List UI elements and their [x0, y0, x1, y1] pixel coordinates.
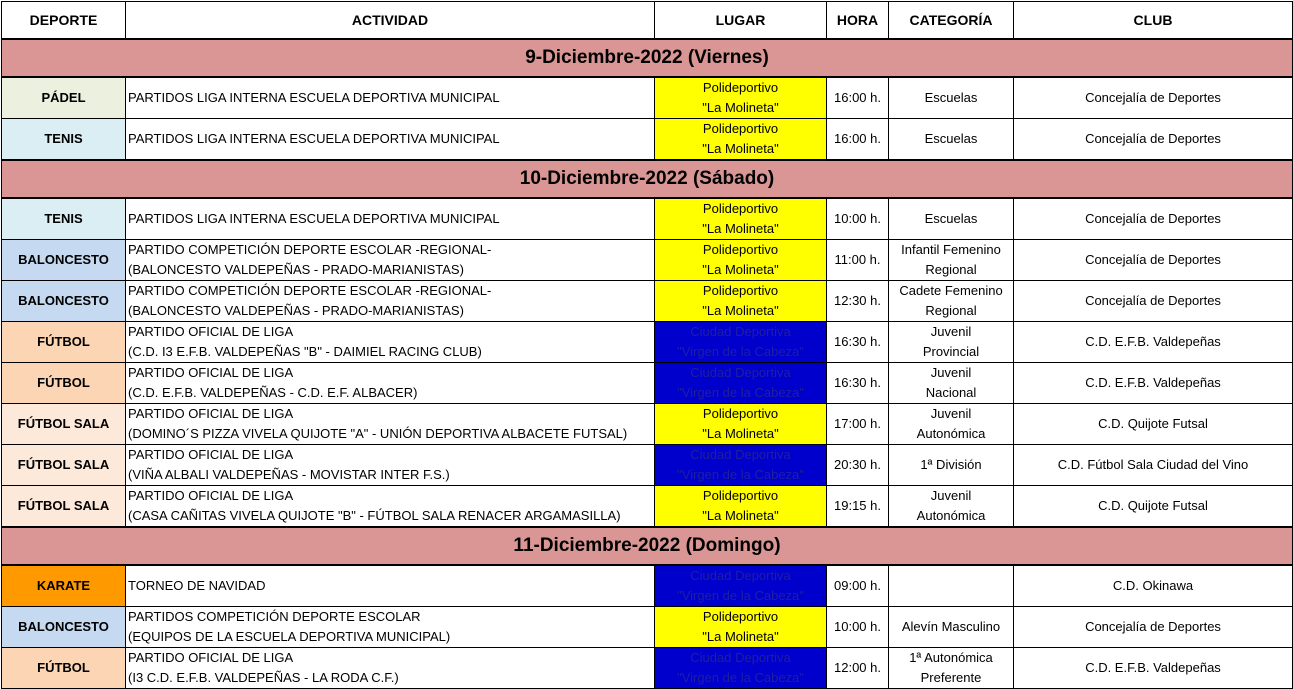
club-cell: Concejalía de Deportes	[1014, 240, 1293, 281]
venue-line: "La Molineta"	[702, 141, 779, 156]
activity-line: PARTIDOS LIGA INTERNA ESCUELA DEPORTIVA MUNICIPAL	[128, 211, 500, 226]
category-line: Juvenil	[930, 406, 972, 421]
venue-cell	[655, 445, 827, 486]
club-cell: C.D. Quijote Futsal	[1014, 486, 1293, 528]
category-line: Nacional	[925, 385, 977, 400]
venue-line: "La Molineta"	[702, 629, 779, 644]
category-cell	[889, 322, 1014, 363]
activity-cell	[126, 240, 655, 281]
venue-cell	[655, 648, 827, 689]
event-row	[2, 565, 1293, 607]
activity-line: (BALONCESTO VALDEPEÑAS - PRADO-MARIANISTAS)	[128, 303, 464, 318]
header-actividad: ACTIVIDAD	[126, 2, 655, 40]
header-hora: HORA	[827, 2, 889, 40]
venue-cell	[655, 119, 827, 161]
activity-cell	[126, 322, 655, 363]
event-row	[2, 607, 1293, 648]
category-cell	[889, 565, 1014, 607]
club-cell: Concejalía de Deportes	[1014, 607, 1293, 648]
category-line: Juvenil	[930, 488, 972, 503]
activity-line: PARTIDOS LIGA INTERNA ESCUELA DEPORTIVA MUNICIPAL	[128, 90, 500, 105]
header-row	[2, 2, 1293, 40]
venue-cell	[655, 565, 827, 607]
venue-cell	[655, 486, 827, 528]
event-row	[2, 77, 1293, 119]
activity-line: (EQUIPOS DE LA ESCUELA DEPORTIVA MUNICIPAL)	[128, 629, 451, 644]
venue-line: "La Molineta"	[702, 426, 779, 441]
venue-cell	[655, 607, 827, 648]
activity-line: (CASA CAÑITAS VIVELA QUIJOTE "B" - FÚTBOL SALA RENACER ARGAMASILLA)	[128, 508, 621, 523]
day-banner-row	[2, 160, 1293, 198]
venue-line: "Virgen de la Cabeza"	[677, 344, 804, 359]
category-line: 1ª División	[920, 457, 982, 472]
venue-line: "La Molineta"	[702, 303, 779, 318]
sport-cell: FÚTBOL SALA	[2, 486, 126, 528]
activity-line: PARTIDO OFICIAL DE LIGA	[128, 324, 294, 339]
category-cell	[889, 648, 1014, 689]
activity-cell	[126, 648, 655, 689]
venue-line: Polideportivo	[702, 242, 779, 257]
time-cell: 16:30 h.	[827, 322, 889, 363]
category-cell	[889, 404, 1014, 445]
venue-line: Polideportivo	[702, 80, 779, 95]
activity-cell	[126, 281, 655, 322]
venue-line: Ciudad Deportiva	[690, 568, 791, 583]
activity-cell	[126, 445, 655, 486]
activity-line: PARTIDOS COMPETICIÓN DEPORTE ESCOLAR	[128, 609, 421, 624]
activity-line: PARTIDO COMPETICIÓN DEPORTE ESCOLAR -REGIONAL-	[128, 242, 492, 257]
time-cell: 17:00 h.	[827, 404, 889, 445]
category-line: Autonómica	[916, 508, 986, 523]
day-title: 9-Diciembre-2022 (Viernes)	[2, 39, 1293, 77]
activity-cell	[126, 198, 655, 240]
sport-cell: KARATE	[2, 565, 126, 607]
category-cell	[889, 445, 1014, 486]
category-line: Regional	[925, 303, 977, 318]
category-line: Alevín Masculino	[901, 619, 1001, 634]
event-row	[2, 281, 1293, 322]
sport-cell: BALONCESTO	[2, 607, 126, 648]
category-cell	[889, 281, 1014, 322]
event-row	[2, 404, 1293, 445]
club-cell: C.D. E.F.B. Valdepeñas	[1014, 322, 1293, 363]
club-cell: C.D. E.F.B. Valdepeñas	[1014, 648, 1293, 689]
venue-line: Polideportivo	[702, 609, 779, 624]
venue-cell	[655, 363, 827, 404]
venue-line: Ciudad Deportiva	[690, 365, 791, 380]
category-line: Autonómica	[916, 426, 986, 441]
day-title: 11-Diciembre-2022 (Domingo)	[2, 527, 1293, 565]
venue-cell	[655, 322, 827, 363]
time-cell: 09:00 h.	[827, 565, 889, 607]
sport-cell: BALONCESTO	[2, 281, 126, 322]
activity-cell	[126, 119, 655, 161]
category-cell	[889, 240, 1014, 281]
category-line: Infantil Femenino	[901, 242, 1001, 257]
sport-cell: FÚTBOL SALA	[2, 445, 126, 486]
time-cell: 10:00 h.	[827, 607, 889, 648]
venue-line: "Virgen de la Cabeza"	[677, 670, 804, 685]
time-cell: 12:00 h.	[827, 648, 889, 689]
sport-cell: BALONCESTO	[2, 240, 126, 281]
venue-line: "La Molineta"	[702, 262, 779, 277]
time-cell: 19:15 h.	[827, 486, 889, 528]
event-row	[2, 648, 1293, 689]
category-line: Juvenil	[930, 365, 972, 380]
category-line: Escuelas	[924, 90, 978, 105]
time-cell: 11:00 h.	[827, 240, 889, 281]
category-line: Juvenil	[930, 324, 972, 339]
club-cell: C.D. Okinawa	[1014, 565, 1293, 607]
sport-cell: FÚTBOL SALA	[2, 404, 126, 445]
club-cell: Concejalía de Deportes	[1014, 119, 1293, 161]
venue-line: Polideportivo	[702, 406, 779, 421]
category-line: Provincial	[922, 344, 980, 359]
activity-line: (C.D. I3 E.F.B. VALDEPEÑAS "B" - DAIMIEL RACING CLUB)	[128, 344, 482, 359]
sport-cell: TENIS	[2, 198, 126, 240]
event-row	[2, 198, 1293, 240]
header-deporte: DEPORTE	[2, 2, 126, 40]
activity-line: PARTIDOS LIGA INTERNA ESCUELA DEPORTIVA MUNICIPAL	[128, 131, 500, 146]
activity-cell	[126, 404, 655, 445]
category-cell	[889, 119, 1014, 161]
club-cell: C.D. E.F.B. Valdepeñas	[1014, 363, 1293, 404]
activity-cell	[126, 486, 655, 528]
day-title: 10-Diciembre-2022 (Sábado)	[2, 160, 1293, 198]
event-row	[2, 363, 1293, 404]
category-line: Regional	[925, 262, 977, 277]
event-row	[2, 322, 1293, 363]
event-row	[2, 486, 1293, 528]
header-club: CLUB	[1014, 2, 1293, 40]
time-cell: 20:30 h.	[827, 445, 889, 486]
club-cell: Concejalía de Deportes	[1014, 77, 1293, 119]
category-line: Escuelas	[924, 131, 978, 146]
venue-line: Ciudad Deportiva	[690, 447, 791, 462]
venue-line: Polideportivo	[702, 488, 779, 503]
category-cell	[889, 198, 1014, 240]
activity-line: (BALONCESTO VALDEPEÑAS - PRADO-MARIANISTAS)	[128, 262, 464, 277]
venue-line: Polideportivo	[702, 283, 779, 298]
activity-line: (VIÑA ALBALI VALDEPEÑAS - MOVISTAR INTER F.S.)	[128, 467, 450, 482]
venue-cell	[655, 198, 827, 240]
category-cell	[889, 363, 1014, 404]
activity-line: PARTIDO OFICIAL DE LIGA	[128, 650, 294, 665]
activity-line: (I3 C.D. E.F.B. VALDEPEÑAS - LA RODA C.F.)	[128, 670, 399, 685]
time-cell: 16:30 h.	[827, 363, 889, 404]
sport-cell: FÚTBOL	[2, 363, 126, 404]
category-cell	[889, 607, 1014, 648]
category-cell	[889, 77, 1014, 119]
club-cell: C.D. Fútbol Sala Ciudad del Vino	[1014, 445, 1293, 486]
sport-cell: TENIS	[2, 119, 126, 161]
category-line: Preferente	[920, 670, 982, 685]
event-row	[2, 445, 1293, 486]
venue-line: Polideportivo	[702, 121, 779, 136]
activity-cell	[126, 363, 655, 404]
schedule-body	[2, 39, 1293, 689]
venue-cell	[655, 404, 827, 445]
category-cell	[889, 486, 1014, 528]
activity-line: PARTIDO OFICIAL DE LIGA	[128, 447, 294, 462]
venue-line: "La Molineta"	[702, 508, 779, 523]
venue-line: Ciudad Deportiva	[690, 650, 791, 665]
schedule-table	[1, 1, 1293, 689]
header-categoria: CATEGORÍA	[889, 2, 1014, 40]
venue-line: "Virgen de la Cabeza"	[677, 467, 804, 482]
activity-line: (DOMINO´S PIZZA VIVELA QUIJOTE "A" - UNIÓN DEPORTIVA ALBACETE FUTSAL)	[128, 426, 628, 441]
time-cell: 16:00 h.	[827, 119, 889, 161]
time-cell: 10:00 h.	[827, 198, 889, 240]
sport-cell: FÚTBOL	[2, 648, 126, 689]
club-cell: Concejalía de Deportes	[1014, 281, 1293, 322]
venue-line: "Virgen de la Cabeza"	[677, 588, 804, 603]
sport-cell: FÚTBOL	[2, 322, 126, 363]
activity-cell	[126, 565, 655, 607]
activity-cell	[126, 77, 655, 119]
activity-line: PARTIDO COMPETICIÓN DEPORTE ESCOLAR -REGIONAL-	[128, 283, 492, 298]
activity-line: PARTIDO OFICIAL DE LIGA	[128, 488, 294, 503]
day-banner-row	[2, 527, 1293, 565]
venue-line: Polideportivo	[702, 201, 779, 216]
time-cell: 16:00 h.	[827, 77, 889, 119]
category-line: Cadete Femenino	[899, 283, 1003, 298]
sport-cell: PÁDEL	[2, 77, 126, 119]
activity-line: TORNEO DE NAVIDAD	[128, 578, 266, 593]
time-cell: 12:30 h.	[827, 281, 889, 322]
activity-line: (C.D. E.F.B. VALDEPEÑAS - C.D. E.F. ALBACER)	[128, 385, 418, 400]
venue-cell	[655, 240, 827, 281]
venue-cell	[655, 77, 827, 119]
event-row	[2, 240, 1293, 281]
activity-line: PARTIDO OFICIAL DE LIGA	[128, 406, 294, 421]
venue-line: "La Molineta"	[702, 100, 779, 115]
event-row	[2, 119, 1293, 161]
venue-line: Ciudad Deportiva	[690, 324, 791, 339]
day-banner-row	[2, 39, 1293, 77]
activity-line: PARTIDO OFICIAL DE LIGA	[128, 365, 294, 380]
venue-line: "La Molineta"	[702, 221, 779, 236]
venue-cell	[655, 281, 827, 322]
category-line: 1ª Autonómica	[909, 650, 993, 665]
activity-cell	[126, 607, 655, 648]
category-line: Escuelas	[924, 211, 978, 226]
club-cell: Concejalía de Deportes	[1014, 198, 1293, 240]
club-cell: C.D. Quijote Futsal	[1014, 404, 1293, 445]
header-lugar: LUGAR	[655, 2, 827, 40]
venue-line: "Virgen de la Cabeza"	[677, 385, 804, 400]
